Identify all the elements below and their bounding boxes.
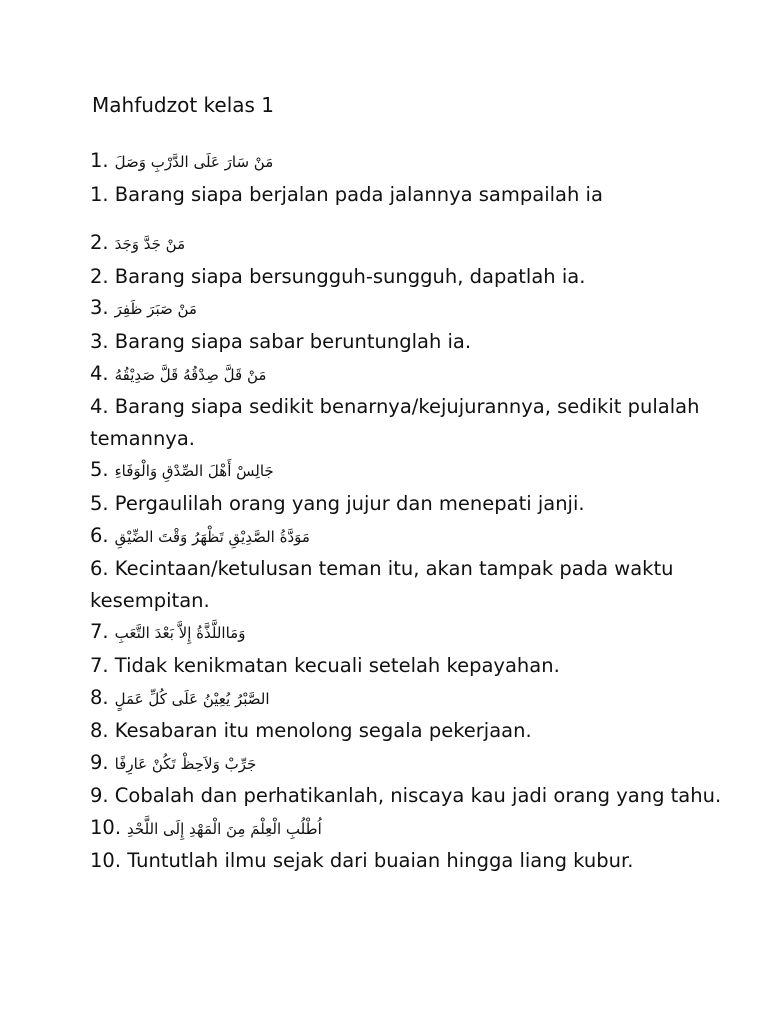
arabic-line bbox=[90, 227, 730, 261]
arabic-line bbox=[90, 616, 730, 650]
arabic-text: مَنْ صَبَرَ ظَفِرَ bbox=[114, 300, 197, 319]
translation-text: 6. Kecintaan/ketulusan teman itu, akan tampak pada waktu kesempitan. bbox=[90, 557, 674, 612]
arabic-line bbox=[90, 145, 730, 179]
item-number: 4. bbox=[90, 361, 109, 385]
list-item bbox=[90, 454, 730, 519]
arabic-text: وَمَااللَّذَّةُ إِلاَّ بَعْدَ التَّعَبِ bbox=[114, 624, 246, 643]
translation-text: 3. Barang siapa sabar beruntunglah ia. bbox=[90, 329, 472, 353]
item-number: 5. bbox=[90, 458, 109, 482]
arabic-text: الصَّبْرُ يُعِيْنُ عَلَى كُلِّ عَمَلٍ bbox=[114, 689, 270, 708]
arabic-text: اُطْلُبِ الْعِلْمَ مِنَ الْمَهْدِ إِلَى اللَّحْدِ bbox=[127, 819, 322, 838]
translation-text: 2. Barang siapa bersungguh-sungguh, dapatlah ia. bbox=[90, 264, 586, 288]
item-number: 2. bbox=[90, 231, 109, 255]
translation-text: 1. Barang siapa berjalan pada jalannya sampailah ia bbox=[90, 182, 603, 206]
item-number: 9. bbox=[90, 750, 109, 774]
arabic-line bbox=[90, 682, 730, 716]
translation-text: 7. Tidak kenikmatan kecuali setelah kepayahan. bbox=[90, 653, 560, 677]
arabic-line bbox=[90, 292, 730, 326]
list-item bbox=[90, 520, 730, 617]
item-number: 6. bbox=[90, 523, 109, 547]
list-item bbox=[90, 358, 730, 455]
translation-text: 8. Kesabaran itu menolong segala pekerjaan. bbox=[90, 719, 532, 743]
item-number: 10. bbox=[90, 815, 122, 839]
list-item bbox=[90, 812, 730, 877]
translation-text: 4. Barang siapa sedikit benarnya/kejujurannya, sedikit pulalah temannya. bbox=[90, 395, 700, 450]
arabic-line bbox=[90, 747, 730, 781]
translation-text: 10. Tuntutlah ilmu sejak dari buaian hingga liang kubur. bbox=[90, 849, 634, 873]
arabic-text: جَالِسْ أَهْلَ الصِّدْقِ وَالْوَفَاءِ bbox=[114, 462, 274, 481]
list-item bbox=[90, 145, 730, 210]
list-item bbox=[90, 227, 730, 292]
arabic-text: مَنْ قَلَّ صِدْقُهُ قَلَّ صَدِيْقُهُ bbox=[114, 365, 267, 384]
item-number: 3. bbox=[90, 296, 109, 320]
arabic-text: جَرِّبْ وَلاَحِظْ تَكُنْ عَارِفًا bbox=[114, 754, 257, 773]
list-item bbox=[90, 747, 730, 812]
list-item bbox=[90, 616, 730, 681]
arabic-line bbox=[90, 454, 730, 488]
list-item bbox=[90, 682, 730, 747]
translation-text: 9. Cobalah dan perhatikanlah, niscaya kau jadi orang yang tahu. bbox=[90, 784, 722, 808]
arabic-text: مَوَدَّةُ الصَّدِيْقِ تَظْهَرُ وَقْتَ الضِّيْقِ bbox=[114, 527, 310, 546]
document-title: Mahfudzot kelas 1 bbox=[92, 93, 275, 117]
list-item bbox=[90, 292, 730, 357]
arabic-line bbox=[90, 358, 730, 392]
arabic-text: مَنْ جَدَّ وَجَدَ bbox=[114, 235, 186, 254]
item-number: 7. bbox=[90, 620, 109, 644]
mahfudzot-list bbox=[90, 145, 730, 877]
arabic-line bbox=[90, 812, 730, 846]
arabic-text: مَنْ سَارَ عَلَى الدَّرْبِ وَصَلَ bbox=[114, 153, 274, 171]
translation-text: 5. Pergaulilah orang yang jujur dan menepati janji. bbox=[90, 491, 585, 515]
item-number: 1. bbox=[90, 149, 109, 172]
arabic-line bbox=[90, 520, 730, 554]
item-number: 8. bbox=[90, 685, 109, 709]
